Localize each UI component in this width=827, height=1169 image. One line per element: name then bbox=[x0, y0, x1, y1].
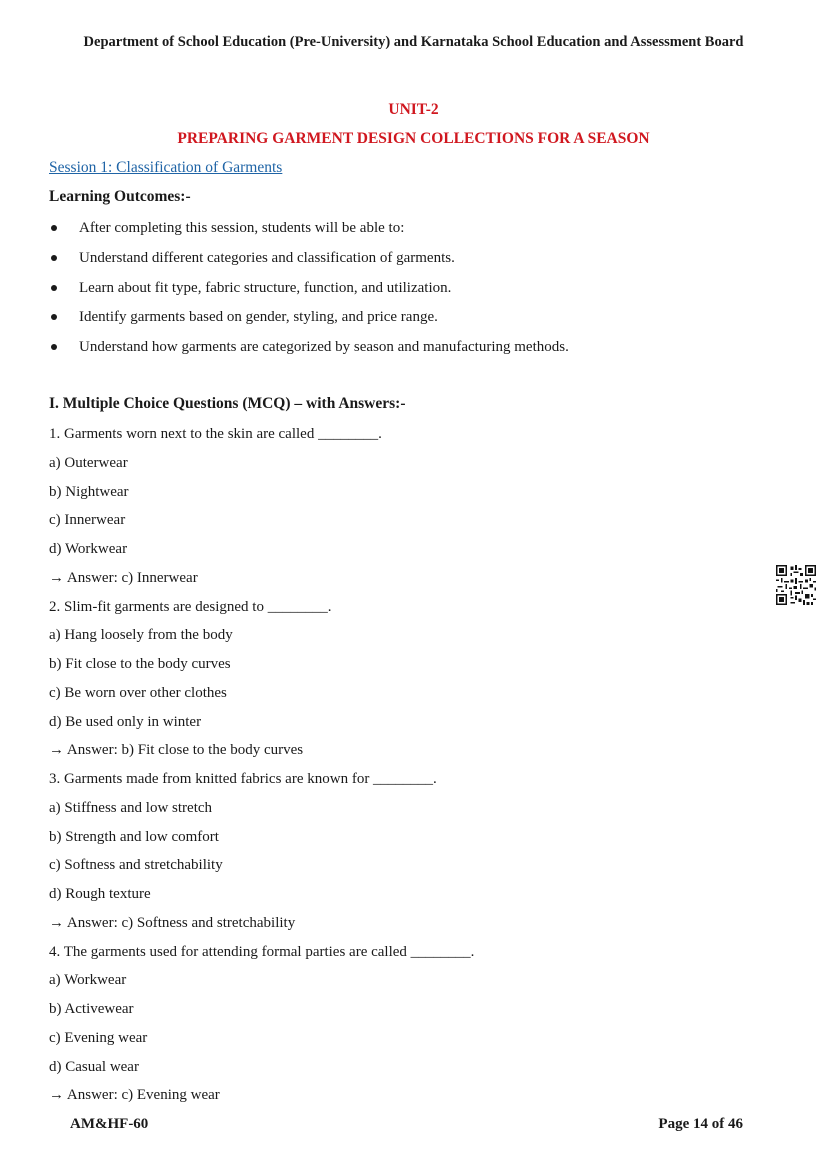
option-line: b) Strength and low comfort bbox=[49, 828, 219, 845]
option-line: d) Be used only in winter bbox=[49, 713, 202, 730]
answer-line: → Answer: b) Fit close to the body curves bbox=[49, 742, 304, 759]
option-line: c) Evening wear bbox=[49, 1029, 148, 1046]
question-line: 2. Slim-fit garments are designed to ________. bbox=[49, 598, 332, 615]
bullet-icon bbox=[51, 255, 57, 261]
session-title-link[interactable]: Session 1: Classification of Garments bbox=[49, 159, 283, 176]
qr-code-icon[interactable] bbox=[776, 565, 816, 605]
mcq-heading: I. Multiple Choice Questions (MCQ) – with Answers:- bbox=[49, 395, 406, 412]
answer-line: → Answer: c) Innerwear bbox=[49, 569, 198, 586]
footer-page-number: Page 14 of 46 bbox=[658, 1116, 743, 1132]
list-item: Understand how garments are categorized by season and manufacturing methods. bbox=[49, 337, 569, 367]
list-item: Understand different categories and classification of garments. bbox=[49, 248, 569, 278]
bullet-icon bbox=[51, 225, 57, 231]
bullet-icon bbox=[51, 314, 57, 320]
learning-outcomes-list bbox=[49, 218, 569, 367]
option-line: c) Be worn over other clothes bbox=[49, 684, 227, 701]
option-line: d) Workwear bbox=[49, 541, 128, 557]
option-line: c) Softness and stretchability bbox=[49, 857, 223, 874]
question-line: 4. The garments used for attending formal parties are called ________. bbox=[49, 943, 475, 960]
option-line: a) Hang loosely from the body bbox=[49, 627, 233, 644]
footer-course-code: AM&HF-60 bbox=[70, 1116, 149, 1132]
option-line: d) Casual wear bbox=[49, 1058, 139, 1075]
option-line: b) Nightwear bbox=[49, 483, 129, 500]
option-line: c) Innerwear bbox=[49, 512, 126, 529]
answer-line: → Answer: c) Softness and stretchability bbox=[49, 914, 296, 931]
list-item: Identify garments based on gender, styling, and price range. bbox=[49, 307, 569, 337]
bullet-icon bbox=[51, 344, 57, 350]
unit-label: UNIT-2 bbox=[388, 101, 439, 118]
mcq-list bbox=[49, 424, 474, 1114]
unit-title: PREPARING GARMENT DESIGN COLLECTIONS FOR A SEASON bbox=[177, 130, 650, 147]
option-line: b) Fit close to the body curves bbox=[49, 656, 231, 672]
option-line: a) Workwear bbox=[49, 972, 127, 989]
option-line: a) Stiffness and low stretch bbox=[49, 799, 213, 816]
list-item: Learn about fit type, fabric structure, function, and utilization. bbox=[49, 278, 569, 308]
question-line: 1. Garments worn next to the skin are called ________. bbox=[49, 426, 382, 442]
option-line: a) Outerwear bbox=[49, 454, 128, 471]
question-line: 3. Garments made from knitted fabrics are known for ________. bbox=[49, 771, 437, 787]
learning-outcomes-heading: Learning Outcomes:- bbox=[49, 188, 191, 205]
bullet-icon bbox=[51, 285, 57, 291]
option-line: d) Rough texture bbox=[49, 886, 151, 902]
list-item: After completing this session, students will be able to: bbox=[49, 218, 569, 248]
answer-line: → Answer: c) Evening wear bbox=[49, 1087, 220, 1104]
option-line: b) Activewear bbox=[49, 1001, 134, 1017]
document-header: Department of School Education (Pre-University) and Karnataka School Education and Assessment Board bbox=[83, 34, 744, 50]
